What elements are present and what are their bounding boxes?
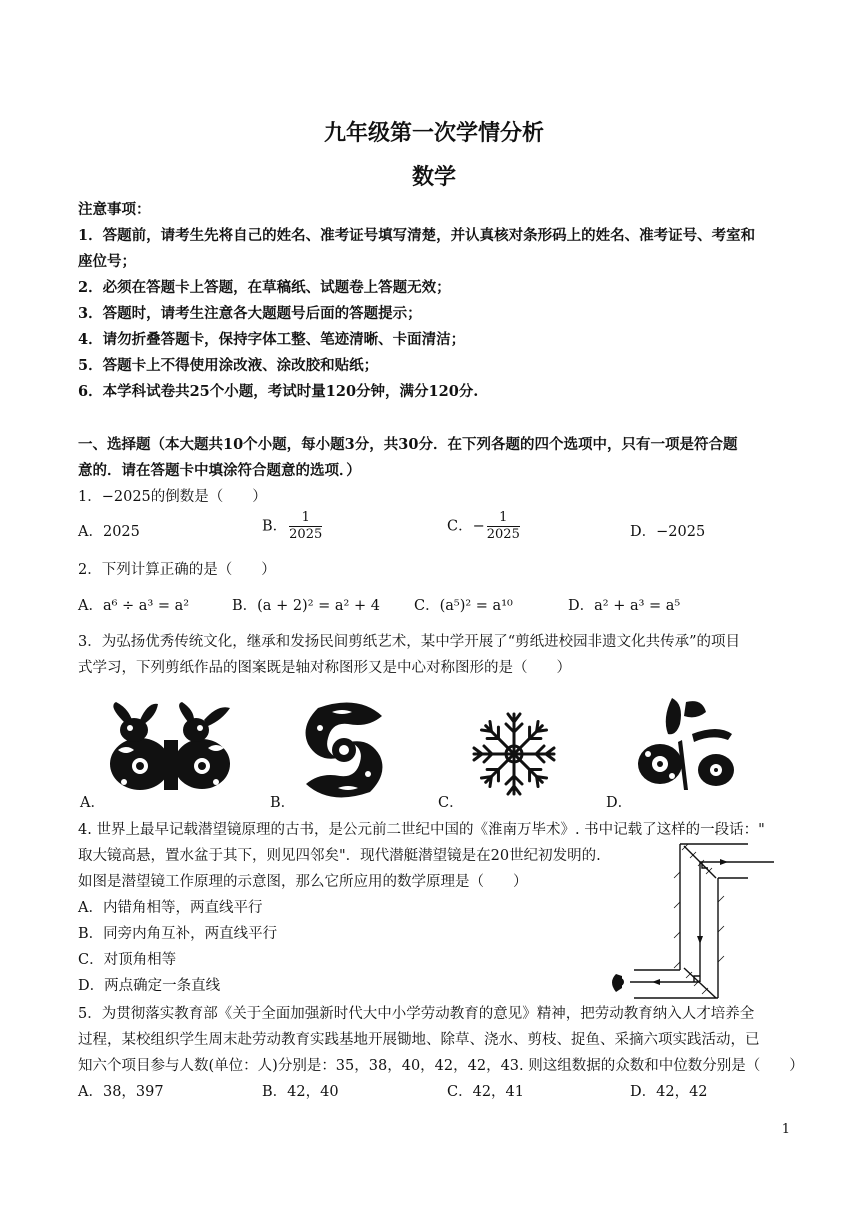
- q1-option-d: D．−2025: [630, 524, 706, 540]
- papercut-flower-image: [632, 694, 744, 802]
- q1-option-c-fraction: [487, 510, 520, 543]
- q1-option-b-numerator: 1: [289, 510, 322, 527]
- q1-option-c-denominator: 2025: [486, 527, 520, 542]
- q3-label-c: C．: [438, 795, 464, 811]
- q1-option-c-numerator: 1: [487, 510, 520, 527]
- note-item: 6．本学科试卷共25个小题，考试时量120分钟，满分120分.: [78, 383, 479, 400]
- q3-stem-line2: 式学习，下列剪纸作品的图案既是轴对称图形又是中心对称图形的是（ ）: [78, 660, 571, 676]
- q4-stem-line3: 如图是潜望镜工作原理的示意图，那么它所应用的数学原理是（ ）: [78, 874, 528, 890]
- q1-option-a: A．2025: [78, 524, 140, 540]
- q2-option-c: C．(a⁵)² = a¹⁰: [414, 598, 513, 614]
- q3-label-b: B．: [270, 795, 296, 811]
- q5-stem-line2: 过程，某校组织学生周末赴劳动教育实践基地开展锄地、除草、浇水、剪枝、捉鱼、采摘六项实践活动，已: [78, 1032, 760, 1048]
- q4-stem-line2: 取大镜高悬，置水盆于其下，则见四邻矣"．现代潜艇潜望镜是在20世纪初发明的.: [78, 848, 601, 864]
- q2-stem: 2．下列计算正确的是（ ）: [78, 562, 276, 578]
- papercut-phoenix-image: [298, 698, 390, 802]
- section-heading-cont: 意的．请在答题卡中填涂符合题意的选项．）: [78, 462, 361, 479]
- q1-stem: 1．−2025的倒数是（ ）: [78, 489, 267, 505]
- papercut-snowflake-image: [466, 706, 562, 802]
- note-item: 1．答题前，请考生先将自己的姓名、准考证号填写清楚，并认真核对条形码上的姓名、准考证号、考室和: [78, 227, 756, 244]
- q5-stem-line3: 知六个项目参与人数(单位：人)分别是：35，38，40，42，42，43. 则这组数据的众数和中位数分别是（ ）: [78, 1058, 804, 1074]
- q3-label-d: D．: [606, 795, 633, 811]
- periscope-diagram: [598, 842, 788, 1000]
- q3-label-a: A．: [80, 795, 105, 811]
- q4-option-d: D．两点确定一条直线: [78, 978, 221, 994]
- q4-stem-line1: 4. 世界上最早记载潜望镜原理的古书，是公元前二世纪中国的《淮南万毕术》. 书中记载了这样的一段话：": [78, 822, 765, 838]
- q4-option-b: B．同旁内角互补，两直线平行: [78, 926, 278, 942]
- note-item: 座位号；: [78, 253, 136, 270]
- q5-stem-line1: 5．为贯彻落实教育部《关于全面加强新时代大中小学劳动教育的意见》精神，把劳动教育纳入人才培养全: [78, 1006, 755, 1022]
- q5-option-d: D．42，42: [630, 1084, 708, 1100]
- note-item: 5．答题卡上不得使用涂改液、涂改胶和贴纸；: [78, 357, 379, 374]
- q4-option-c: C．对顶角相等: [78, 952, 177, 968]
- exam-title: 九年级第一次学情分析: [323, 120, 544, 146]
- q5-option-c: C．42，41: [447, 1084, 524, 1100]
- notes-heading: 注意事项：: [78, 201, 151, 218]
- q2-option-b: B．(a + 2)² = a² + 4: [232, 598, 380, 614]
- q3-stem-line1: 3．为弘扬优秀传统文化，继承和发扬民间剪纸艺术，某中学开展了“剪纸进校园非遗文化共传承”的项目: [78, 634, 741, 650]
- q1-option-c: [447, 510, 522, 543]
- q2-option-a: A．a⁶ ÷ a³ = a²: [78, 598, 190, 614]
- q1-option-b: [262, 510, 324, 543]
- q1-option-c-label: C．−: [447, 518, 485, 535]
- q1-option-b-denominator: 2025: [289, 527, 323, 542]
- note-item: 2．必须在答题卡上答题，在草稿纸、试题卷上答题无效；: [78, 279, 451, 296]
- note-item: 4．请勿折叠答题卡，保持字体工整、笔迹清晰、卡面清洁；: [78, 331, 466, 348]
- q1-option-b-fraction: [289, 510, 322, 543]
- papercut-rabbits-image: [104, 700, 240, 796]
- q1-option-b-label: B．: [262, 518, 288, 535]
- section-heading: 一、选择题（本大题共10个小题，每小题3分，共30分．在下列各题的四个选项中，只有一项是符合题: [78, 436, 738, 453]
- q5-option-a: A．38，397: [78, 1084, 164, 1100]
- q2-option-d: D．a² + a³ = a⁵: [568, 598, 681, 614]
- page-number: 1: [781, 1122, 790, 1137]
- exam-subject: 数学: [411, 164, 456, 190]
- q5-option-b: B．42，40: [262, 1084, 339, 1100]
- q4-option-a: A．内错角相等，两直线平行: [78, 900, 263, 916]
- note-item: 3．答题时，请考生注意各大题题号后面的答题提示；: [78, 305, 422, 322]
